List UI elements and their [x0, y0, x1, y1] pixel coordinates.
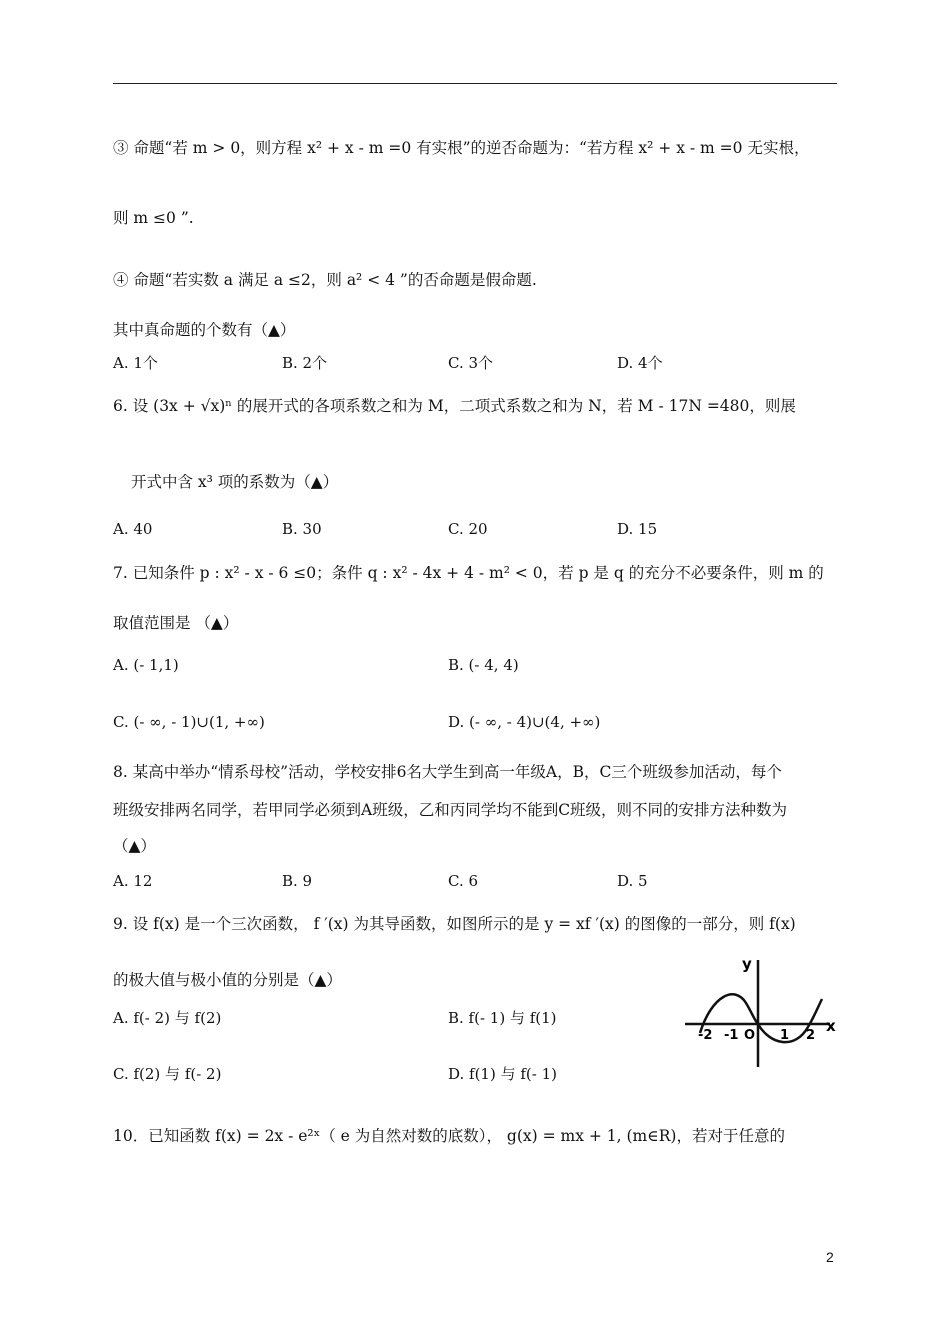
page-number: 2 [826, 1249, 834, 1265]
q7-option-b: B. (- 4, 4) [448, 656, 519, 674]
q5-option-c: C. 3个 [448, 354, 494, 372]
q5-option-b: B. 2个 [282, 354, 328, 372]
graph-label-2: 2 [806, 1028, 816, 1043]
graph-label-1: 1 [780, 1028, 790, 1043]
q7-option-c: C. (- ∞, - 1)∪(1, +∞) [113, 713, 265, 731]
graph-label-y: y [742, 955, 752, 973]
q6-line1: 6. 设 (3x + √x)ⁿ 的展开式的各项系数之和为 M，二项式系数之和为 N，若 M - 17N =480，则展 [113, 397, 796, 415]
q9-option-d: D. f(1) 与 f(- 1) [448, 1065, 557, 1083]
graph-label-origin: O [744, 1028, 756, 1043]
q8-line1: 8. 某高中举办“情系母校”活动，学校安排6名大学生到高一年级A，B，C三个班级参加活动，每个 [113, 763, 782, 781]
q8-line3: （▲） [113, 837, 156, 855]
q9-option-a: A. f(- 2) 与 f(2) [113, 1009, 222, 1027]
q8-option-b: B. 9 [282, 872, 313, 890]
q9-line1: 9. 设 f(x) 是一个三次函数， f ′(x) 为其导函数，如图所示的是 y = xf ′(x) 的图像的一部分，则 f(x) [113, 915, 796, 933]
q8-line2: 班级安排两名同学，若甲同学必须到A班级，乙和丙同学均不能到C班级，则不同的安排方法种数为 [113, 801, 788, 819]
q5-item4: ④ 命题“若实数 a 满足 a ≤2，则 a² < 4 ”的否命题是假命题. [113, 271, 537, 289]
q5-option-d: D. 4个 [617, 354, 663, 372]
q8-option-a: A. 12 [113, 872, 153, 890]
q6-option-d: D. 15 [617, 520, 658, 538]
q5-item3-line2: 则 m ≤0 ”. [113, 209, 194, 227]
q5-option-a: A. 1个 [113, 354, 158, 372]
header-rule [113, 83, 837, 84]
q6-option-a: A. 40 [113, 520, 153, 538]
q6-option-c: C. 20 [448, 520, 488, 538]
q5-stem: 其中真命题的个数有（▲） [113, 321, 296, 339]
q8-option-c: C. 6 [448, 872, 479, 890]
q8-option-d: D. 5 [617, 872, 648, 890]
graph-label-neg2: -2 [698, 1028, 713, 1043]
graph-label-x: x [826, 1017, 836, 1035]
q7-option-d: D. (- ∞, - 4)∪(4, +∞) [448, 713, 601, 731]
graph-label-neg1: -1 [724, 1028, 739, 1043]
graph-curve [700, 994, 822, 1042]
q9-function-graph [680, 955, 840, 1070]
q7-line1: 7. 已知条件 p : x² - x - 6 ≤0；条件 q : x² - 4x + 4 - m² < 0，若 p 是 q 的充分不必要条件，则 m 的 [113, 564, 824, 582]
q6-option-b: B. 30 [282, 520, 322, 538]
q9-option-c: C. f(2) 与 f(- 2) [113, 1065, 222, 1083]
q7-option-a: A. (- 1,1) [113, 656, 179, 674]
q9-line2: 的极大值与极小值的分别是（▲） [113, 971, 342, 989]
q5-item3-line1: ③ 命题“若 m > 0，则方程 x² + x - m =0 有实根”的逆否命题为：“若方程 x² + x - m =0 无实根， [113, 139, 810, 157]
q10-line1: 10．已知函数 f(x) = 2x - e²ˣ（ e 为自然对数的底数）， g(x) = mx + 1, (m∈R)，若对于任意的 [113, 1127, 785, 1145]
q9-option-b: B. f(- 1) 与 f(1) [448, 1009, 557, 1027]
q6-line2: 开式中含 x³ 项的系数为（▲） [131, 473, 339, 491]
q7-line2: 取值范围是 （▲） [113, 614, 239, 632]
